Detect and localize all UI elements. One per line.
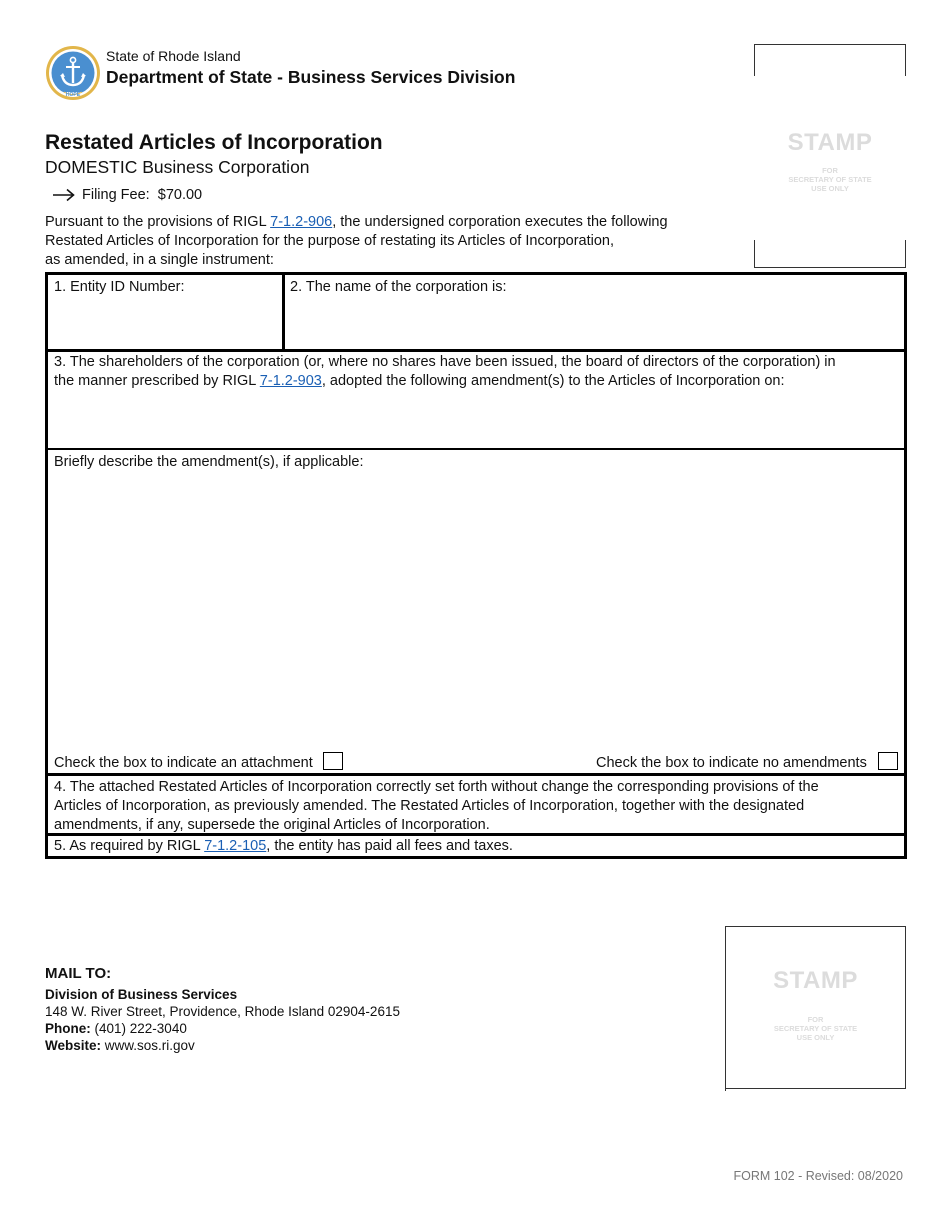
- intro-text-b: , the undersigned corporation executes the following: [332, 214, 668, 230]
- intro-line-3: as amended, in a single instrument:: [45, 252, 274, 268]
- rigl-105-link[interactable]: 7-1.2-105: [204, 838, 267, 854]
- mail-org: Division of Business Services: [45, 987, 238, 1002]
- mail-to-block: [45, 965, 400, 1054]
- corp-name-field[interactable]: [290, 299, 900, 345]
- phone-number: (401) 222-3040: [94, 1021, 187, 1036]
- section-5-text-a: 5. As required by RIGL: [54, 838, 205, 854]
- row-adoption: [48, 352, 904, 448]
- stamp-sub-1: FOR: [822, 166, 838, 175]
- stamp-area-top: [754, 44, 906, 268]
- filing-fee-amount: $70.00: [157, 187, 203, 203]
- no-amendments-label: Check the box to indicate no amendments: [596, 755, 867, 771]
- form-table: [45, 272, 907, 859]
- intro-text-a: Pursuant to the provisions of RIGL: [45, 214, 271, 230]
- intro-paragraph: [45, 213, 745, 270]
- section-5-text: [54, 837, 513, 856]
- section-4-line-3: amendments, if any, supersede the original Articles of Incorporation.: [54, 817, 490, 833]
- intro-line-2: Restated Articles of Incorporation for the purpose of restating its Articles of Incorporation,: [45, 233, 615, 249]
- section-3-text-b: the manner prescribed by RIGL: [54, 373, 260, 389]
- stamp-sub-2: SECRETARY OF STATE: [773, 1024, 858, 1033]
- section-5-text-b: , the entity has paid all fees and taxes.: [266, 838, 513, 854]
- state-name: State of Rhode Island: [106, 48, 241, 64]
- stamp-area-bottom: [726, 926, 906, 1089]
- seal-text: HOPE: [65, 92, 81, 98]
- cell-divider: [282, 275, 285, 349]
- adoption-date-field[interactable]: [54, 396, 900, 444]
- section-4-text: [54, 778, 904, 835]
- state-seal-icon: [45, 45, 101, 101]
- stamp-sub-3: USE ONLY: [796, 1033, 835, 1042]
- entity-id-label: 1. Entity ID Number:: [54, 279, 185, 295]
- corp-name-label: 2. The name of the corporation is:: [290, 279, 507, 295]
- stamp-sub-2: SECRETARY OF STATE: [788, 175, 872, 184]
- department-name: Department of State - Business Services Division: [106, 67, 516, 87]
- attachment-label: Check the box to indicate an attachment: [54, 755, 313, 771]
- row-entity: [48, 275, 904, 349]
- filing-fee: [52, 187, 202, 203]
- section-3-text: [54, 353, 904, 391]
- stamp-word: STAMP: [787, 129, 873, 156]
- rigl-903-link[interactable]: 7-1.2-903: [259, 373, 322, 389]
- section-4-line-2: Articles of Incorporation, as previously amended. The Restated Articles of Incorporation, together with the designated: [54, 798, 805, 814]
- attachment-checkbox[interactable]: [323, 752, 343, 770]
- mail-address: 148 W. River Street, Providence, Rhode Island 02904-2615: [45, 1004, 400, 1019]
- stamp-sub-1: FOR: [807, 1015, 824, 1024]
- entity-id-field[interactable]: [54, 299, 276, 345]
- website-label: Website:: [45, 1038, 102, 1053]
- row-section-5: [48, 836, 904, 857]
- section-3-line-1: 3. The shareholders of the corporation (or, where no shares have been issued, the board of directors of the corporation) in: [54, 354, 836, 370]
- form-subtitle: DOMESTIC Business Corporation: [45, 157, 310, 177]
- row-section-4: [48, 776, 904, 833]
- form-revision: FORM 102 - Revised: 08/2020: [733, 1169, 903, 1183]
- amendment-label: Briefly describe the amendment(s), if applicable:: [54, 454, 364, 470]
- form-title: Restated Articles of Incorporation: [45, 131, 383, 154]
- amendment-description-field[interactable]: [54, 476, 900, 744]
- stamp-word: STAMP: [773, 967, 858, 994]
- phone-label: Phone:: [45, 1021, 91, 1036]
- website-url: www.sos.ri.gov: [104, 1038, 195, 1053]
- stamp-sub-3: USE ONLY: [811, 184, 849, 193]
- arrow-right-icon: [52, 188, 76, 202]
- filing-fee-label: Filing Fee:: [82, 187, 150, 203]
- row-amendments: [48, 450, 904, 773]
- section-4-line-1: 4. The attached Restated Articles of Incorporation correctly set forth without change the corresponding provisions of the: [54, 779, 819, 795]
- mail-heading: MAIL TO:: [45, 965, 112, 982]
- rigl-906-link[interactable]: 7-1.2-906: [270, 214, 333, 230]
- section-3-text-c: , adopted the following amendment(s) to the Articles of Incorporation on:: [321, 373, 785, 389]
- no-amendments-checkbox[interactable]: [878, 752, 898, 770]
